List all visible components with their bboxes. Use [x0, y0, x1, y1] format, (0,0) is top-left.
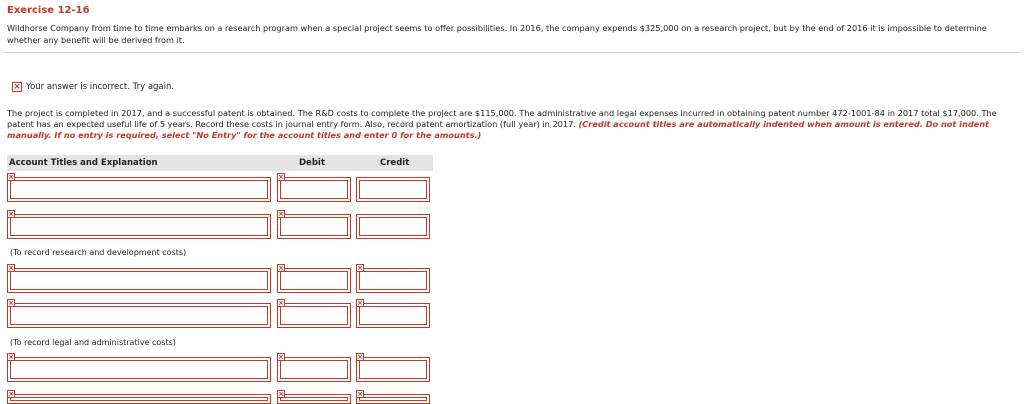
entry-explanation: (To record legal and administrative costs): [10, 338, 176, 347]
divider: [5, 52, 1019, 53]
journal-table-header: [7, 155, 433, 171]
incorrect-feedback: [12, 80, 174, 94]
error-icon: ×: [357, 299, 363, 307]
error-icon: ×: [278, 390, 284, 398]
entry-explanation: (To record research and development costs): [10, 248, 187, 257]
debit-input[interactable]: [277, 214, 351, 239]
error-icon: ×: [8, 210, 14, 218]
error-icon: ×: [278, 353, 284, 361]
error-icon: ×: [8, 264, 14, 272]
header-debit: Debit: [299, 158, 325, 168]
account-title-input[interactable]: [7, 177, 271, 202]
exercise-title: Exercise 12-16: [7, 5, 90, 16]
instructions-emphasis: (Credit account titles are automatically indented when amount is entered. Do not indent manually. If no entry is required, select "No Entry" for the account titles and enter 0 for the amounts.): [7, 119, 989, 140]
credit-input[interactable]: [356, 357, 430, 382]
debit-input[interactable]: [277, 357, 351, 382]
error-icon: ×: [8, 299, 14, 307]
error-icon: ×: [8, 390, 14, 398]
x-mark-icon: ×: [13, 82, 21, 92]
error-icon: ×: [278, 264, 284, 272]
credit-input[interactable]: [356, 394, 430, 404]
account-title-input[interactable]: [7, 268, 271, 293]
debit-input[interactable]: [277, 268, 351, 293]
account-title-input[interactable]: [7, 303, 271, 328]
error-icon: ×: [278, 210, 284, 218]
credit-input[interactable]: [356, 268, 430, 293]
error-icon: ×: [357, 390, 363, 398]
error-icon: ×: [8, 173, 14, 181]
problem-text: Wildhorse Company from time to time embarks on a research program when a special project seems to offer possibilities. In 2016, the company expends $325,000 on a research project, but by the end of 2016 it is impossible to determine whether any benefit will be derived from it.: [7, 23, 987, 45]
instructions-body: The project is completed in 2017, and a successful patent is obtained. The R&D costs to complete the project are $115,000. The administrative and legal expenses incurred in obtaining patent number 472-1001-84 in 2017 total $17,000. The patent has an expected useful life of 5 years. Record these costs in journal entry form. Also, record patent amortization (full year) in 2017.: [7, 108, 997, 129]
error-icon: ×: [278, 299, 284, 307]
header-account-titles: Account Titles and Explanation: [9, 158, 158, 168]
error-icon: ×: [278, 173, 284, 181]
error-icon: ×: [357, 264, 363, 272]
debit-input[interactable]: [277, 394, 351, 404]
credit-input[interactable]: [356, 303, 430, 328]
error-icon: ×: [357, 353, 363, 361]
error-icon: ×: [8, 353, 14, 361]
debit-input[interactable]: [277, 177, 351, 202]
header-credit: Credit: [380, 158, 410, 168]
credit-input[interactable]: [356, 177, 430, 202]
account-title-input[interactable]: [7, 394, 271, 404]
account-title-input[interactable]: [7, 214, 271, 239]
instructions: [7, 108, 1017, 141]
debit-input[interactable]: [277, 303, 351, 328]
feedback-message: Your answer is incorrect. Try again.: [26, 82, 175, 92]
account-title-input[interactable]: [7, 357, 271, 382]
credit-input[interactable]: [356, 214, 430, 239]
